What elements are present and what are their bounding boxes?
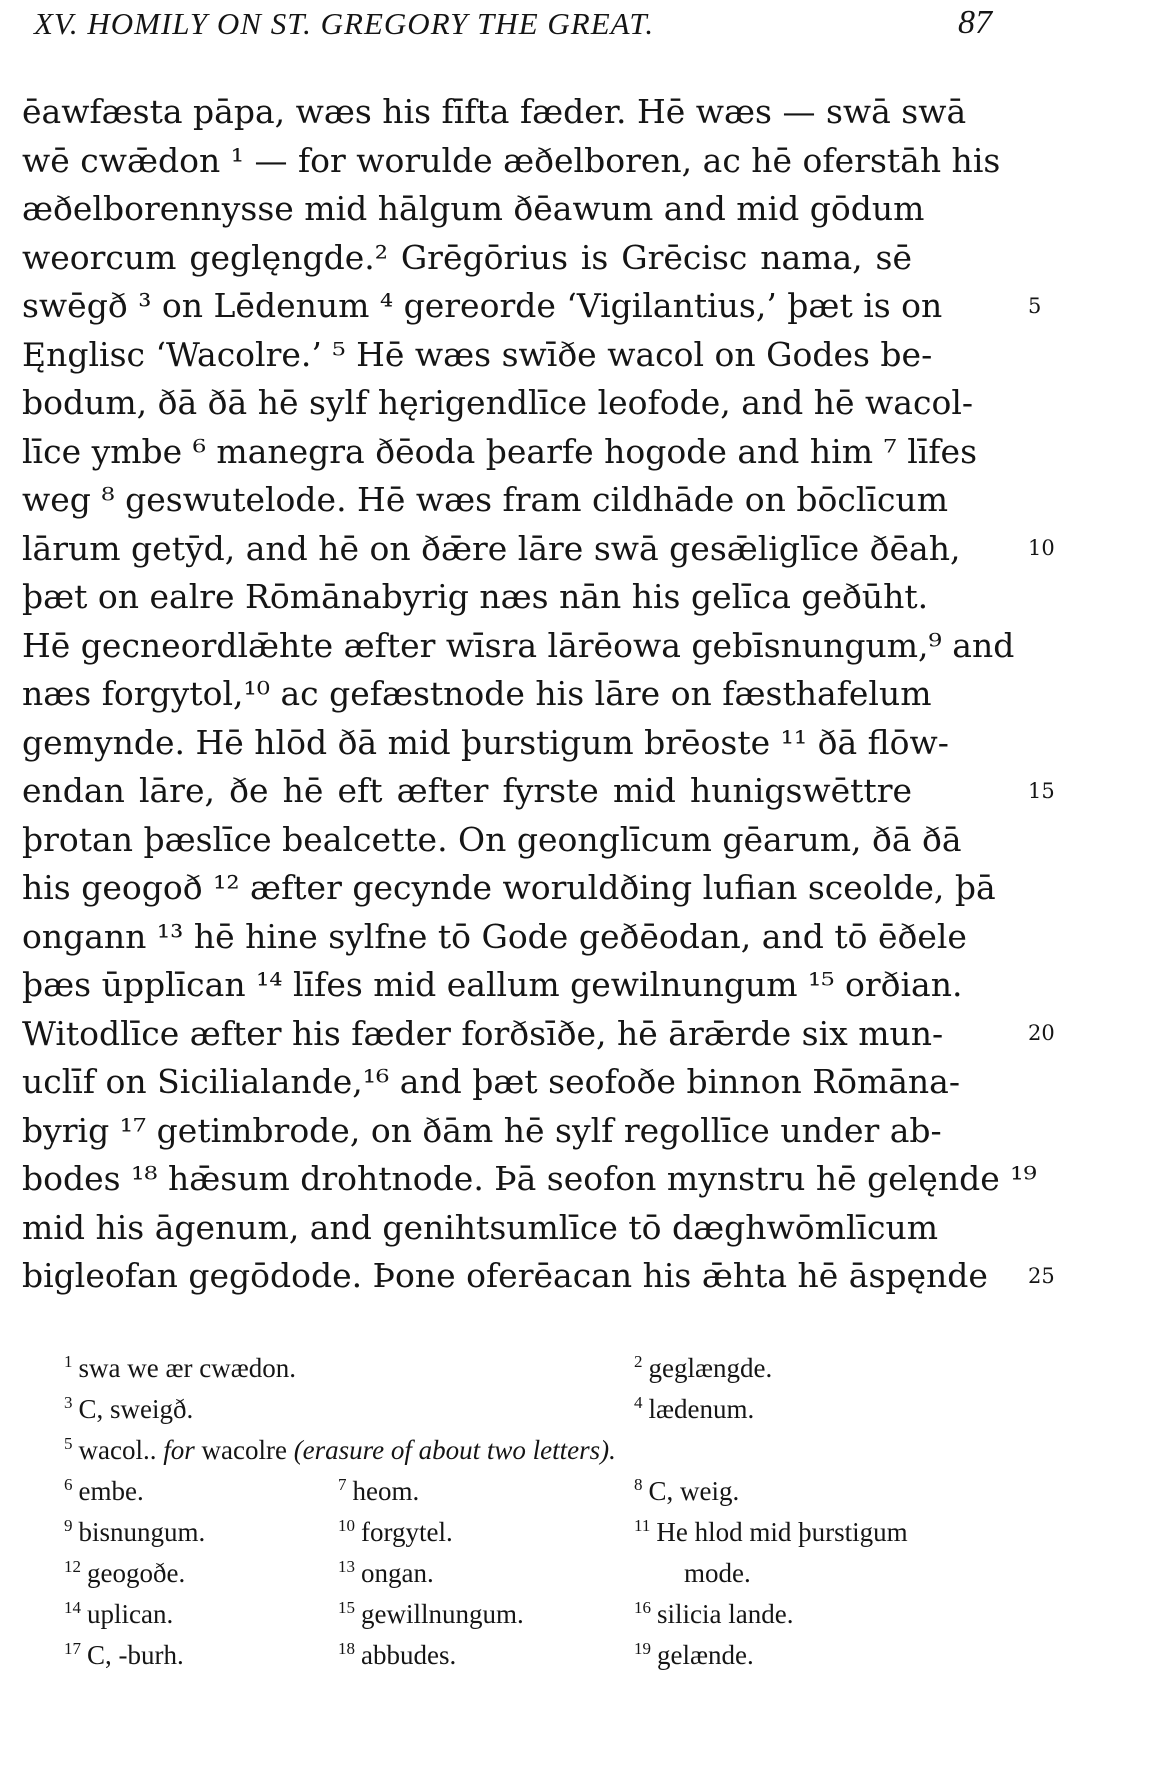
text-line-7: bodum, ðā ðā hē sylf hęrigendlīce leofode, and hē wacol- bbox=[22, 383, 974, 422]
footnote-8: $^8$ C, weig. bbox=[634, 1475, 740, 1506]
footnote-6: $^6$ embe. bbox=[64, 1475, 144, 1506]
text-line-4: weorcum geglęngde.² Grēgōrius is Grēcisc nama, sē bbox=[22, 237, 912, 277]
text-line-19: þæs ūpplīcan ¹⁴ līfes mid eallum gewilnungum ¹⁵ orðian. bbox=[22, 965, 963, 1004]
text-line-16: þrotan þæslīce bealcette. On geonglīcum gēarum, ðā ðā bbox=[22, 819, 962, 859]
footnote-12: $^{12}$ geogoðe. bbox=[64, 1557, 186, 1588]
text-line-8: līce ymbe ⁶ manegra ðēoda þearfe hogode and him ⁷ līfes bbox=[22, 431, 978, 471]
text-line-3: æðelborennysse mid hālgum ðēawum and mid gōdum bbox=[22, 189, 925, 228]
footnote-4: $^4$ lædenum. bbox=[634, 1393, 755, 1424]
text-line-6: Ęnglisc ‘Wacolre.’ ⁵ Hē wæs swīðe wacol on Godes be- bbox=[22, 334, 933, 374]
header-title: XV. HOMILY ON ST. GREGORY THE GREAT. bbox=[34, 6, 655, 41]
footnote-row bbox=[56, 1435, 1026, 1476]
footnote-17: $^{17}$ C, -burh. bbox=[64, 1639, 184, 1670]
running-header bbox=[34, 2, 1024, 48]
footnote-18: $^{18}$ abbudes. bbox=[338, 1639, 457, 1670]
line-number-10: 10 bbox=[1028, 536, 1055, 560]
line-number-25: 25 bbox=[1028, 1264, 1055, 1288]
footnotes bbox=[56, 1353, 1026, 1681]
footnote-19: $^{19}$ gelænde. bbox=[634, 1639, 754, 1670]
text-line-23: bodes ¹⁸ hǣsum drohtnode. Þā seofon mynstru hē gelęnde ¹⁹ bbox=[22, 1159, 1037, 1198]
page-number: 87 bbox=[958, 4, 992, 41]
text-line-11: þæt on ealre Rōmānabyrig næs nān his gelīca geðūht. bbox=[22, 577, 929, 616]
footnote-row bbox=[56, 1558, 1026, 1599]
line-number-15: 15 bbox=[1028, 779, 1055, 803]
footnote-9: $^9$ bisnungum. bbox=[64, 1516, 206, 1547]
text-line-10: lārum getȳd, and hē on ðǣre lāre swā gesǣliglīce ðēah, bbox=[22, 528, 961, 568]
text-line-22: byrig ¹⁷ getimbrode, on ðām hē sylf regollīce under ab- bbox=[22, 1110, 942, 1150]
footnote-10: $^{10}$ forgytel. bbox=[338, 1516, 453, 1547]
footnote-1: $^1$ swa we ær cwædon. bbox=[64, 1352, 296, 1383]
footnote-row bbox=[56, 1394, 1026, 1435]
text-line-2: wē cwǣdon ¹ — for worulde æðelboren, ac hē oferstāh his bbox=[22, 140, 1001, 180]
footnote-11-continued: mode. bbox=[684, 1558, 751, 1588]
footnote-row bbox=[56, 1640, 1026, 1681]
text-line-9: weg ⁸ geswutelode. Hē wæs fram cildhāde on bōclīcum bbox=[22, 480, 948, 519]
homily-text bbox=[22, 88, 1037, 1301]
text-line-20: Witodlīce æfter his fæder forðsīðe, hē ārǣrde six mun- bbox=[22, 1013, 944, 1053]
text-line-21: uclīf on Sicilialande,¹⁶ and þæt seofoðe binnon Rōmāna- bbox=[22, 1062, 961, 1101]
footnote-7: $^7$ heom. bbox=[338, 1475, 420, 1506]
text-line-15: endan lāre, ðe hē eft æfter fyrste mid hunigswēttre bbox=[22, 771, 912, 810]
text-line-18: ongann ¹³ hē hine sylfne tō Gode geðēodan, and tō ēðele bbox=[22, 916, 967, 956]
footnote-16: $^{16}$ silicia lande. bbox=[634, 1598, 794, 1629]
footnote-3: $^3$ C, sweigð. bbox=[64, 1393, 194, 1424]
footnote-5: $^5$ wacol.. for wacolre (erasure of about two letters). bbox=[64, 1434, 616, 1465]
text-line-12: Hē gecneordlǣhte æfter wīsra lārēowa gebīsnungum,⁹ and bbox=[22, 625, 1015, 665]
text-line-14: gemynde. Hē hlōd ðā mid þurstigum brēoste ¹¹ ðā flōw- bbox=[22, 722, 949, 762]
text-line-5: swēgð ³ on Lēdenum ⁴ gereorde ‘Vigilantius,’ þæt is on bbox=[22, 286, 943, 325]
footnote-13: $^{13}$ ongan. bbox=[338, 1557, 434, 1588]
footnote-row bbox=[56, 1599, 1026, 1640]
footnote-row bbox=[56, 1517, 1026, 1558]
footnote-2: $^2$ geglængde. bbox=[634, 1352, 773, 1383]
text-line-25: bigleofan gegōdode. Þone oferēacan his ǣhta hē āspęnde bbox=[22, 1256, 988, 1295]
footnote-14: $^{14}$ uplican. bbox=[64, 1598, 174, 1629]
line-number-20: 20 bbox=[1028, 1021, 1055, 1045]
footnote-11: $^{11}$ He hlod mid þurstigum bbox=[634, 1516, 908, 1547]
text-line-1: ēawfæsta pāpa, wæs his fīfta fæder. Hē wæs — swā swā bbox=[22, 92, 967, 131]
text-line-24: mid his āgenum, and genihtsumlīce tō dæghwōmlīcum bbox=[22, 1207, 939, 1247]
footnote-15: $^{15}$ gewillnungum. bbox=[338, 1598, 524, 1629]
text-line-13: næs forgytol,¹⁰ ac gefæstnode his lāre on fæsthafelum bbox=[22, 674, 932, 713]
footnote-row bbox=[56, 1476, 1026, 1517]
text-line-17: his geogoð ¹² æfter gecynde woruldðing lufian sceolde, þā bbox=[22, 868, 996, 907]
footnote-row bbox=[56, 1353, 1026, 1394]
line-number-5: 5 bbox=[1028, 294, 1042, 318]
